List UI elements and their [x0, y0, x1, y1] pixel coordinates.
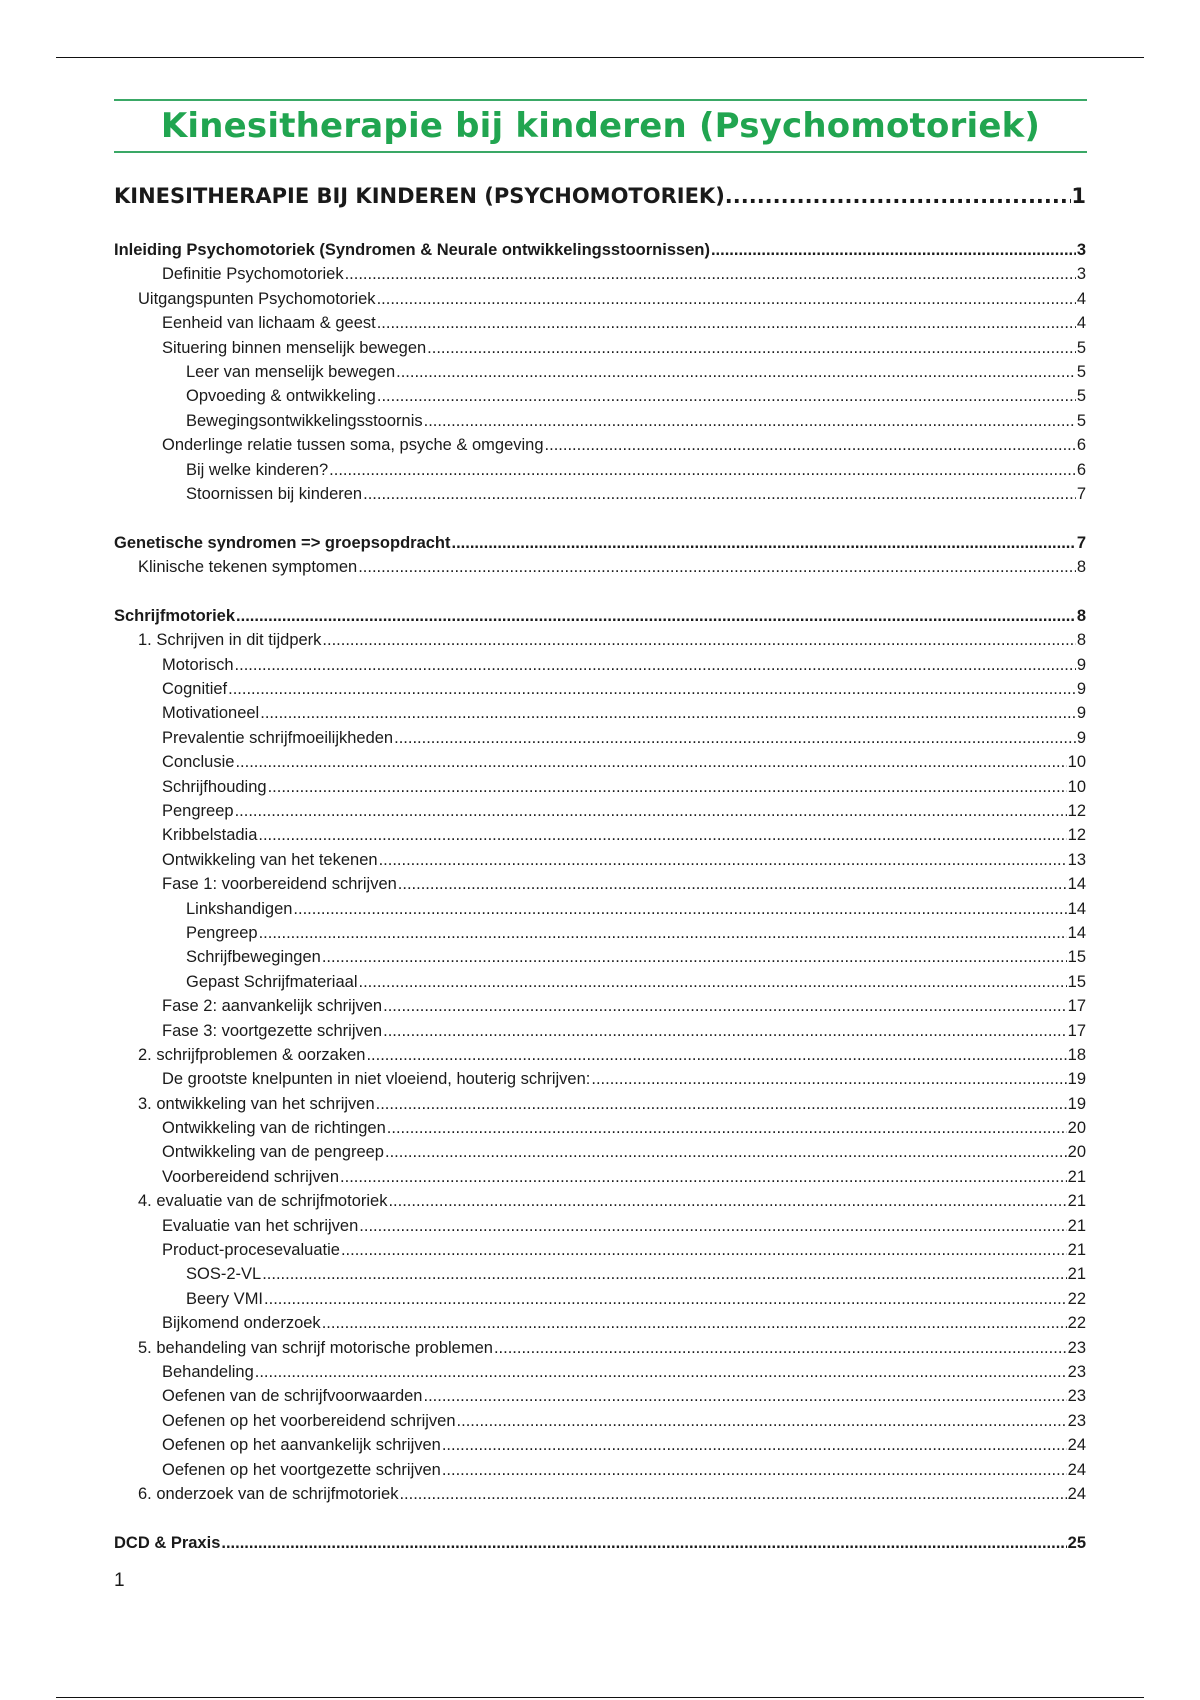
- toc-entry-page: 14: [1067, 923, 1086, 942]
- toc-entry-page: 3: [1076, 265, 1086, 284]
- toc-leader-dots: [385, 1140, 1067, 1164]
- document-title: Kinesitherapie bij kinderen (Psychomotoriek): [160, 106, 1041, 146]
- toc-leader-dots: [235, 653, 1076, 677]
- toc-entry-page: 10: [1067, 753, 1086, 772]
- toc-entry-page: 7: [1076, 484, 1086, 503]
- toc-entry-page: 20: [1067, 1143, 1086, 1162]
- toc-entry-page: 4: [1076, 314, 1086, 333]
- toc-entry-text: 4. evaluatie van de schrijfmotoriek: [138, 1192, 388, 1211]
- toc-entry[interactable]: [114, 701, 1086, 725]
- toc-entry[interactable]: [114, 1214, 1086, 1238]
- toc-entry[interactable]: [114, 799, 1086, 823]
- toc-entry[interactable]: [114, 360, 1086, 384]
- toc-section-entry[interactable]: [114, 1531, 1086, 1555]
- toc-section-entry[interactable]: [114, 604, 1086, 628]
- toc-entry-page: 10: [1067, 777, 1086, 796]
- toc-entry[interactable]: [114, 1067, 1086, 1091]
- toc-leader-dots: [221, 1531, 1066, 1555]
- toc-leader-dots: [236, 604, 1076, 628]
- toc-entry-page: 13: [1067, 850, 1086, 869]
- toc-entry-page: 23: [1067, 1338, 1086, 1357]
- toc-entry-page: 24: [1067, 1484, 1086, 1503]
- toc-entry[interactable]: [114, 1238, 1086, 1262]
- toc-entry-page: 19: [1067, 1070, 1086, 1089]
- toc-leader-dots: [545, 433, 1076, 457]
- toc-entry-text: 2. schrijfproblemen & oorzaken: [138, 1045, 366, 1064]
- page-number: 1: [114, 1570, 125, 1591]
- toc-leader-dots: [442, 1433, 1067, 1457]
- section-gap: [114, 1506, 1086, 1530]
- toc-entry-page: 23: [1067, 1387, 1086, 1406]
- table-of-contents: [114, 238, 1086, 1555]
- toc-leader-dots: [452, 531, 1076, 555]
- toc-leader-dots: [388, 1189, 1066, 1213]
- toc-leader-dots: [322, 628, 1075, 652]
- toc-leader-dots: [363, 482, 1076, 506]
- toc-entry-page: 8: [1076, 606, 1086, 625]
- toc-entry[interactable]: [114, 1458, 1086, 1482]
- toc-leader-dots: [377, 384, 1076, 408]
- toc-entry-text: Situering binnen menselijk bewegen: [162, 338, 427, 357]
- toc-leader-dots: [264, 1287, 1067, 1311]
- toc-entry-text: Ontwikkeling van het tekenen: [162, 850, 378, 869]
- toc-entry-page: 9: [1076, 704, 1086, 723]
- toc-entry-page: 8: [1076, 631, 1086, 650]
- toc-entry-text: Bewegingsontwikkelingsstoornis: [186, 411, 423, 430]
- toc-leader-dots: [383, 994, 1067, 1018]
- toc-entry-text: 6. onderzoek van de schrijfmotoriek: [138, 1484, 399, 1503]
- toc-leader-dots: [329, 458, 1076, 482]
- toc-entry[interactable]: [114, 1019, 1086, 1043]
- toc-entry[interactable]: [114, 1482, 1086, 1506]
- toc-leader-dots: [377, 287, 1076, 311]
- toc-leader-dots: [376, 1092, 1067, 1116]
- toc-entry-text: Linkshandigen: [186, 899, 293, 918]
- toc-entry[interactable]: [114, 897, 1086, 921]
- toc-entry[interactable]: [114, 1165, 1086, 1189]
- toc-entry-text: Schrijfbewegingen: [186, 948, 321, 967]
- toc-entry-page: 4: [1076, 289, 1086, 308]
- toc-entry-text: Motivationeel: [162, 704, 260, 723]
- toc-entry-text: Voorbereidend schrijven: [162, 1167, 340, 1186]
- toc-entry[interactable]: [114, 262, 1086, 286]
- toc-entry[interactable]: [114, 872, 1086, 896]
- toc-entry-text: Definitie Psychomotoriek: [162, 265, 344, 284]
- toc-entry-text: 3. ontwikkeling van het schrijven: [138, 1094, 375, 1113]
- toc-entry-text: Oefenen op het voortgezette schrijven: [162, 1460, 441, 1479]
- toc-entry-page: 15: [1067, 948, 1086, 967]
- toc-leader-dots: [457, 1409, 1067, 1433]
- toc-leader-dots: [268, 775, 1067, 799]
- toc-leader-dots: [379, 848, 1067, 872]
- toc-entry-page: 21: [1067, 1265, 1086, 1284]
- toc-entry-page: 22: [1067, 1289, 1086, 1308]
- toc-leader-dots: [235, 799, 1067, 823]
- toc-entry-text: SOS-2-VL: [186, 1265, 262, 1284]
- toc-entry[interactable]: [114, 384, 1086, 408]
- toc-entry[interactable]: [114, 458, 1086, 482]
- toc-entry-page: 14: [1067, 899, 1086, 918]
- toc-leader-dots: [260, 701, 1076, 725]
- toc-leader-dots: [366, 1043, 1066, 1067]
- toc-heading-page: 1: [1071, 184, 1086, 208]
- toc-entry-page: 17: [1067, 997, 1086, 1016]
- toc-leader-dots: [398, 872, 1067, 896]
- toc-leader-dots: [377, 311, 1076, 335]
- toc-leader-dots: [235, 750, 1066, 774]
- toc-entry-page: 18: [1067, 1045, 1086, 1064]
- toc-entry[interactable]: [114, 1384, 1086, 1408]
- toc-entry-page: 5: [1076, 411, 1086, 430]
- toc-entry-text: Cognitief: [162, 680, 228, 699]
- toc-entry-text: Oefenen op het voorbereidend schrijven: [162, 1411, 456, 1430]
- toc-entry[interactable]: [114, 287, 1086, 311]
- toc-entry-page: 23: [1067, 1411, 1086, 1430]
- toc-leader-dots: [394, 726, 1076, 750]
- toc-leader-dots: [711, 238, 1076, 262]
- toc-leader-dots: [258, 823, 1066, 847]
- toc-leader-dots: [255, 1360, 1067, 1384]
- toc-entry[interactable]: [114, 1287, 1086, 1311]
- toc-entry[interactable]: [114, 1433, 1086, 1457]
- toc-entry-page: 20: [1067, 1119, 1086, 1138]
- toc-entry-page: 21: [1067, 1241, 1086, 1260]
- toc-entry[interactable]: [114, 336, 1086, 360]
- toc-entry-text: Onderlinge relatie tussen soma, psyche & omgeving: [162, 436, 544, 455]
- toc-entry[interactable]: [114, 1043, 1086, 1067]
- toc-entry[interactable]: [114, 945, 1086, 969]
- toc-entry-text: Fase 3: voortgezette schrijven: [162, 1021, 383, 1040]
- toc-leader-dots: [494, 1336, 1067, 1360]
- toc-entry-text: Fase 2: aanvankelijk schrijven: [162, 997, 383, 1016]
- toc-entry[interactable]: [114, 1262, 1086, 1286]
- toc-section-entry[interactable]: [114, 531, 1086, 555]
- toc-entry[interactable]: [114, 775, 1086, 799]
- toc-entry-text: Inleiding Psychomotoriek (Syndromen & Neurale ontwikkelingsstoornissen): [114, 241, 710, 259]
- toc-entry-page: 9: [1076, 680, 1086, 699]
- toc-leader-dots: [359, 1214, 1066, 1238]
- toc-entry[interactable]: [114, 677, 1086, 701]
- toc-leader-dots: [341, 1238, 1067, 1262]
- toc-entry-text: Beery VMI: [186, 1289, 264, 1308]
- toc-entry-text: Oefenen van de schrijfvoorwaarden: [162, 1387, 423, 1406]
- toc-leader-dots: [293, 897, 1066, 921]
- toc-leader-dots: [387, 1116, 1067, 1140]
- toc-entry[interactable]: [114, 1189, 1086, 1213]
- toc-entry-text: Klinische tekenen symptomen: [138, 558, 358, 577]
- header-rule: [56, 57, 1144, 58]
- toc-entry[interactable]: [114, 726, 1086, 750]
- toc-entry-page: 7: [1076, 533, 1086, 552]
- toc-entry-text: Uitgangspunten Psychomotoriek: [138, 289, 376, 308]
- toc-leader-dots: [399, 1482, 1066, 1506]
- toc-entry[interactable]: [114, 409, 1086, 433]
- toc-entry[interactable]: [114, 994, 1086, 1018]
- toc-entry-text: Ontwikkeling van de pengreep: [162, 1143, 384, 1162]
- toc-entry-page: 15: [1067, 972, 1086, 991]
- toc-entry-page: 17: [1067, 1021, 1086, 1040]
- toc-entry-text: Gepast Schrijfmateriaal: [186, 972, 358, 991]
- toc-entry-page: 24: [1067, 1436, 1086, 1455]
- toc-leader-dots: [340, 1165, 1067, 1189]
- toc-entry-text: Schrijfhouding: [162, 777, 267, 796]
- toc-leader-dots: [359, 970, 1067, 994]
- toc-entry-page: 5: [1076, 387, 1086, 406]
- toc-entry-text: Conclusie: [162, 753, 235, 772]
- toc-entry-page: 24: [1067, 1460, 1086, 1479]
- toc-leader-dots: [591, 1067, 1066, 1091]
- toc-leader-dots: [424, 409, 1076, 433]
- toc-entry-page: 21: [1067, 1167, 1086, 1186]
- title-block: [114, 99, 1087, 153]
- toc-entry[interactable]: [114, 750, 1086, 774]
- toc-heading-text: KINESITHERAPIE BIJ KINDEREN (PSYCHOMOTORIEK): [114, 184, 725, 208]
- toc-entry-text: DCD & Praxis: [114, 1533, 221, 1552]
- toc-leader-dots: [427, 336, 1076, 360]
- section-gap: [114, 579, 1086, 603]
- toc-entry-page: 21: [1067, 1216, 1086, 1235]
- toc-leader-dots: [396, 360, 1076, 384]
- toc-entry-text: Oefenen op het aanvankelijk schrijven: [162, 1436, 441, 1455]
- footer-rule: [56, 1697, 1144, 1698]
- toc-entry-text: Motorisch: [162, 655, 234, 674]
- toc-leader-dots: [262, 1262, 1066, 1286]
- toc-entry-text: Leer van menselijk bewegen: [186, 362, 396, 381]
- toc-entry[interactable]: [114, 555, 1086, 579]
- toc-entry-page: 21: [1067, 1192, 1086, 1211]
- toc-entry-text: Genetische syndromen => groepsopdracht: [114, 533, 451, 552]
- toc-entry-text: Fase 1: voorbereidend schrijven: [162, 875, 397, 894]
- toc-entry-text: 1. Schrijven in dit tijdperk: [138, 631, 322, 650]
- toc-leader-dots: [322, 1311, 1067, 1335]
- toc-leader-dots: [322, 945, 1067, 969]
- toc-entry-page: 25: [1067, 1533, 1086, 1552]
- toc-entry[interactable]: [114, 628, 1086, 652]
- toc-leader-dots: [228, 677, 1076, 701]
- toc-entry-page: 6: [1076, 436, 1086, 455]
- section-gap: [114, 506, 1086, 530]
- toc-leader-dots: [424, 1384, 1067, 1408]
- toc-entry[interactable]: [114, 1092, 1086, 1116]
- toc-entry[interactable]: [114, 823, 1086, 847]
- toc-entry-page: 12: [1067, 826, 1086, 845]
- toc-entry-page: 3: [1076, 241, 1086, 259]
- toc-entry[interactable]: [114, 311, 1086, 335]
- toc-entry[interactable]: [114, 433, 1086, 457]
- toc-entry-text: Pengreep: [186, 923, 258, 942]
- toc-entry-page: 9: [1076, 655, 1086, 674]
- toc-entry-text: Evaluatie van het schrijven: [162, 1216, 359, 1235]
- toc-entry[interactable]: [114, 1311, 1086, 1335]
- toc-leader-dots: [259, 921, 1067, 945]
- toc-entry-page: 19: [1067, 1094, 1086, 1113]
- toc-entry-text: Prevalentie schrijfmoeilijkheden: [162, 728, 394, 747]
- toc-entry-text: Ontwikkeling van de richtingen: [162, 1119, 386, 1138]
- toc-entry[interactable]: [114, 653, 1086, 677]
- toc-entry[interactable]: [114, 848, 1086, 872]
- toc-entry[interactable]: [114, 970, 1086, 994]
- toc-leader-dots: [442, 1458, 1067, 1482]
- toc-entry-text: De grootste knelpunten in niet vloeiend, houterig schrijven:: [162, 1070, 591, 1089]
- toc-entry-text: Product-procesevaluatie: [162, 1241, 340, 1260]
- toc-leader-dots: [358, 555, 1076, 579]
- toc-entry-text: Kribbelstadia: [162, 826, 258, 845]
- toc-entry-page: 6: [1076, 460, 1086, 479]
- toc-entry-text: Bijkomend onderzoek: [162, 1314, 321, 1333]
- toc-entry-page: 5: [1076, 338, 1086, 357]
- toc-leader-dots: [383, 1019, 1067, 1043]
- toc-entry[interactable]: [114, 482, 1086, 506]
- toc-entry-text: Bij welke kinderen?: [186, 460, 329, 479]
- toc-entry-text: Stoornissen bij kinderen: [186, 484, 363, 503]
- toc-entry-text: Eenheid van lichaam & geest: [162, 314, 376, 333]
- toc-entry-page: 8: [1076, 558, 1086, 577]
- toc-entry[interactable]: [114, 1409, 1086, 1433]
- toc-entry-page: 23: [1067, 1362, 1086, 1381]
- toc-entry-text: Behandeling: [162, 1362, 254, 1381]
- toc-heading[interactable]: [114, 184, 1086, 212]
- toc-entry[interactable]: [114, 921, 1086, 945]
- toc-section-entry[interactable]: [114, 238, 1086, 262]
- toc-entry-page: 22: [1067, 1314, 1086, 1333]
- toc-entry-text: Opvoeding & ontwikkeling: [186, 387, 376, 406]
- toc-entry[interactable]: [114, 1336, 1086, 1360]
- toc-leader-dots: [725, 184, 1072, 208]
- toc-entry-page: 9: [1076, 728, 1086, 747]
- toc-entry-text: 5. behandeling van schrijf motorische problemen: [138, 1338, 493, 1357]
- toc-entry[interactable]: [114, 1116, 1086, 1140]
- toc-entry-page: 14: [1067, 875, 1086, 894]
- toc-entry-page: 12: [1067, 801, 1086, 820]
- toc-entry[interactable]: [114, 1140, 1086, 1164]
- toc-entry-text: Pengreep: [162, 801, 234, 820]
- toc-entry-text: Schrijfmotoriek: [114, 606, 236, 625]
- toc-entry[interactable]: [114, 1360, 1086, 1384]
- toc-leader-dots: [345, 262, 1076, 286]
- toc-entry-page: 5: [1076, 362, 1086, 381]
